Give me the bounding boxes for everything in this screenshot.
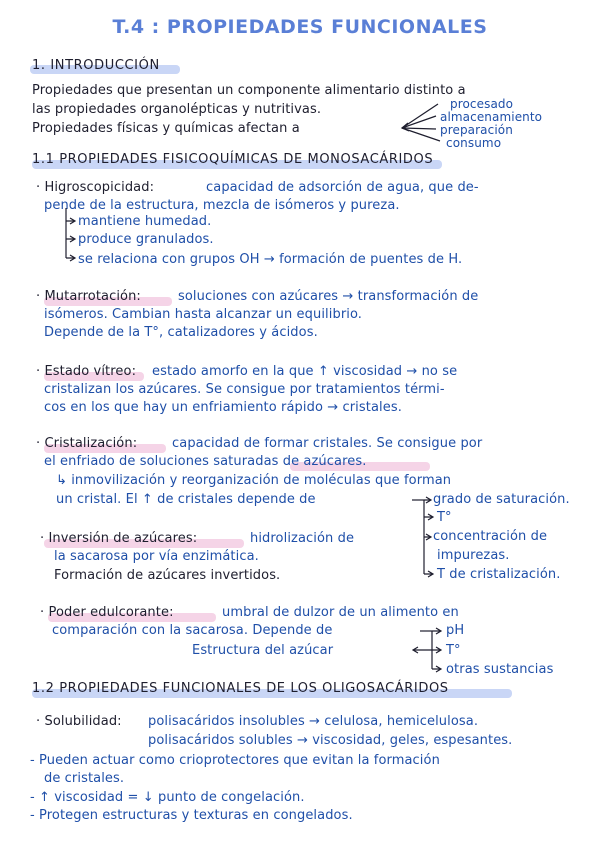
term-higroscopicidad: · Higroscopicidad: (36, 180, 155, 195)
dependency-item: pH (446, 623, 465, 638)
dependency-item: T° (446, 643, 461, 658)
dependency-item: T de cristalización. (437, 567, 561, 582)
definition-line: Estructura del azúcar (192, 643, 334, 658)
definition-line: polisacáridos insolubles → celulosa, hemicelulosa. (148, 714, 479, 729)
bullet-line: - Protegen estructuras y texturas en congelados. (30, 808, 353, 823)
section-heading-oligo: 1.2 PROPIEDADES FUNCIONALES DE LOS OLIGOSACÁRIDOS (32, 681, 449, 696)
term-mutarrotacion: · Mutarrotación: (36, 289, 141, 304)
definition-line: cos en los que hay un enfriamiento rápido → cristales. (44, 400, 402, 415)
definition-line: el enfriado de soluciones saturadas de azúcares. (44, 454, 367, 469)
definition-line: ↳ inmovilización y reorganización de moléculas que forman (56, 473, 452, 488)
bullet-line: - Pueden actuar como crioprotectores que evitan la formación (30, 753, 440, 768)
section-heading-mono: 1.1 PROPIEDADES FISICOQUÍMICAS DE MONOSACÁRIDOS (32, 152, 434, 167)
dependency-item: impurezas. (437, 548, 510, 563)
intro-target: procesado (450, 97, 514, 111)
definition-line: isómeros. Cambian hasta alcanzar un equilibrio. (44, 307, 363, 322)
definition-line: capacidad de adsorción de agua, que de- (206, 180, 479, 195)
definition-line: estado amorfo en la que ↑ viscosidad → no se (152, 364, 458, 379)
definition-line: pende de la estructura, mezcla de isómeros y pureza. (44, 198, 400, 213)
dependency-item: T° (437, 510, 452, 525)
intro-target: almacenamiento (440, 110, 543, 124)
page-title: T.4 : PROPIEDADES FUNCIONALES (112, 16, 488, 38)
intro-line: las propiedades organolépticas y nutritivas. (32, 102, 322, 117)
definition-line: hidrolización de (250, 531, 355, 546)
intro-line: Propiedades que presentan un componente alimentario distinto a (32, 83, 466, 98)
dependency-item: grado de saturación. (433, 492, 570, 507)
intro-target: consumo (446, 136, 502, 150)
dependency-item: otras sustancias (446, 662, 554, 677)
intro-line: Propiedades físicas y químicas afectan a (32, 121, 300, 136)
definition-line: Formación de azúcares invertidos. (54, 568, 281, 583)
bullet-line: de cristales. (44, 771, 125, 786)
definition-line: umbral de dulzor de un alimento en (222, 605, 459, 620)
term-solubilidad: · Solubilidad: (36, 714, 122, 729)
branch-item: mantiene humedad. (78, 214, 212, 229)
definition-line: comparación con la sacarosa. Depende de (52, 623, 333, 638)
term-estado-vitreo: · Estado vítreo: (36, 364, 137, 379)
definition-line: polisacáridos solubles → viscosidad, geles, espesantes. (148, 733, 513, 748)
definition-line: la sacarosa por vía enzimática. (54, 549, 259, 564)
term-poder-edulcorante: · Poder edulcorante: (40, 605, 174, 620)
definition-line: capacidad de formar cristales. Se consigue por (172, 436, 483, 451)
term-inversion: · Inversión de azúcares: (40, 531, 198, 546)
dependency-item: concentración de (433, 529, 548, 544)
term-cristalizacion: · Cristalización: (36, 436, 138, 451)
branch-item: produce granulados. (78, 232, 214, 247)
definition-line: Depende de la T°, catalizadores y ácidos. (44, 325, 318, 340)
definition-line: soluciones con azúcares → transformación de (178, 289, 479, 304)
definition-line: un cristal. El ↑ de cristales depende de (56, 492, 316, 507)
bullet-line: - ↑ viscosidad = ↓ punto de congelación. (30, 790, 305, 805)
section-heading-intro: 1. INTRODUCCIÓN (32, 58, 160, 73)
definition-line: cristalizan los azúcares. Se consigue por tratamientos térmi- (44, 382, 445, 397)
intro-target: preparación (440, 123, 513, 137)
branch-item: se relaciona con grupos OH → formación de puentes de H. (78, 252, 463, 267)
